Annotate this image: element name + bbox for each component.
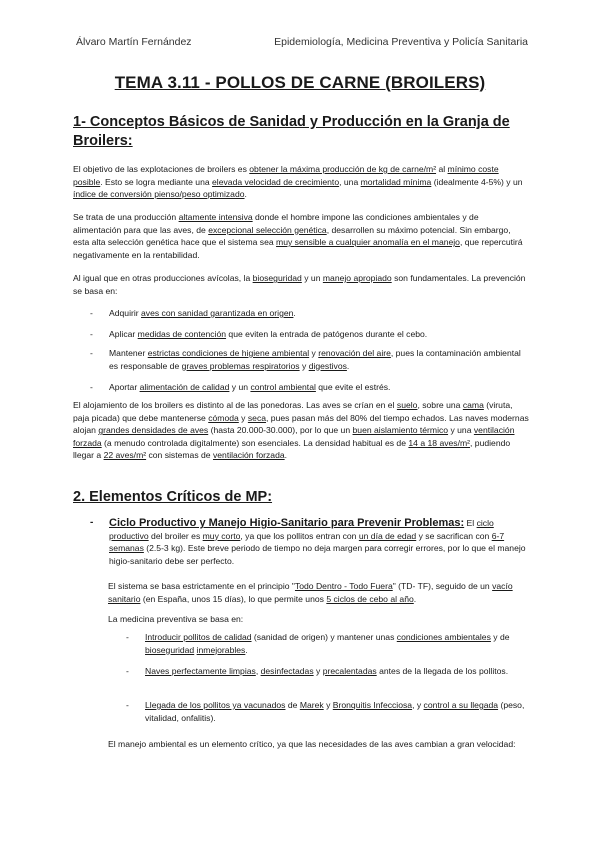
document-page: Álvaro Martín Fernández Epidemiología, Medicina Preventiva y Policía Sanitaria TEMA 3.11 - POLLOS DE CARNE (BROILERS) 1- Conceptos Básicos de Sanidad y Producción en la Granja de Broilers: El objetivo de las explotaciones de broilers es obtener la máxima producción de kg de carne/m² al mínimo coste posible. Esto se logra mediante una elevada velocidad de crecimiento, una mortalidad mínima (idealmente 4-5%) y un índice de conversión pienso/peso optimizado. Se trata de una producción altamente intensiva donde el hombre impone las condiciones ambientales y de alimentación para que las aves, de excepcional selección genética, desarrollen su máximo potencial. Sin embargo, esta alta selección genética hace que el sistema sea muy sensible a cualquier anomalía en el manejo, que repercutirá negativamente en la rentabilidad. Al igual que en otras producciones avícolas, la bioseguridad y un manejo apropiado son fundamentales. La prevención se basa en: - Adquirir aves con sanidad garantizada en origen. - Aplicar medidas de contención que eviten la entrada de patógenos durante el cebo. - Mantener estrictas condiciones de higiene ambiental y renovación del aire, pues la contaminación ambiental es responsable de graves problemas respiratorios y digestivos. - Aportar alimentación de calidad y un control ambiental que evite el estrés. El alojamiento de los broilers es distinto al de las ponedoras. Las aves se crían en el suelo, sobre una cama (viruta, paja picada) que debe mantenerse cómoda y seca, pues pasan más del 80% del tiempo echados. Las naves modernas alojan grandes densidades de aves (hasta 20.000-30.000), por lo que un buen aislamiento térmico y una ventilación forzada (a menudo controlada digitalmente) son esenciales. La densidad habitual es de 14 a 18 aves/m², pudiendo llegar a 22 aves/m² con sistemas de ventilación forzada. 2. Elementos Críticos de MP: - Ciclo Productivo y Manejo Higio-Sanitario para Prevenir Problemas: El ciclo productivo del broiler es muy corto, ya que los pollitos entran con un día de edad y se sacrifican con 6-7 semanas (2.5-3 kg). Este breve periodo de tiempo no deja margen para corregir errores, por lo que el manejo higio-sanitario debe ser perfecto. El sistema se basa estrictamente en el principio "Todo Dentro - Todo Fuera" (TD- TF), seguido de un vacío sanitario (en España, unos 15 días), lo que permite unos 5 ciclos de cebo al año. La medicina preventiva se basa en: - Introducir pollitos de calidad (sanidad de origen) y mantener unas condiciones ambientales y de bioseguridad inmejorables. - Naves perfectamente limpias, desinfectadas y precalentadas antes de la llegada de los pollitos. - Llegada de los pollitos ya vacunados de Marek y Bronquitis Infecciosa, y control a su llegada (peso, vitalidad, onfalitis). El manejo ambiental es un elemento crítico, ya que las necesidades de las aves cambian a gran velocidad: [0,0,600,848]
header-author: Álvaro Martín Fernández [76,36,192,48]
section-1-paragraph-2: Se trata de una producción altamente intensiva donde el hombre impone las condiciones ambientales y de alimentación para que las aves, de excepcional selección genética, desarrollen su máximo potencial. Sin embargo, esta alta selección genética hace que el sistema sea muy sensible a cualquier anomalía en el manejo, que repercutirá negativamente en la rentabilidad. [73,212,523,260]
section-2-heading: 2. Elementos Críticos de MP: [73,489,273,505]
section-1-paragraph-4: El alojamiento de los broilers es distinto al de las ponedoras. Las aves se crían en el suelo, sobre una cama (viruta, paja picada) que debe mantenerse cómoda y seca, pues pasan más del 80% del tiempo echados. Las naves modernas alojan grandes densidades de aves (hasta 20.000-30.000), por lo que un buen aislamiento térmico y una ventilación forzada (a menudo controlada digitalmente) son esenciales. La densidad habitual es de 14 a 18 aves/m², pudiendo llegar a 22 aves/m² con sistemas de ventilación forzada. [73,400,529,461]
bullet-dash: - [126,666,129,676]
bullet-dash: - [90,329,93,339]
section-1-paragraph-1: El objetivo de las explotaciones de broilers es obtener la máxima producción de kg de carne/m² al mínimo coste posible. Esto se logra mediante una elevada velocidad de crecimiento, una mortalidad mínima (idealmente 4-5%) y un índice de conversión pienso/peso optimizado. [73,164,523,200]
header-course: Epidemiología, Medicina Preventiva y Policía Sanitaria [274,36,528,48]
section-1-paragraph-3: Al igual que en otras producciones avícolas, la bioseguridad y un manejo apropiado son fundamentales. La prevención se basa en: [73,273,526,296]
item-lead: Ciclo Productivo y Manejo Higio-Sanitario para Prevenir Problemas: [109,517,465,529]
bullet-dash: - [90,348,93,358]
bullet-dash: - [126,700,129,710]
bullet-dash: - [126,632,129,642]
section-2-paragraph-1: El sistema se basa estrictamente en el principio "Todo Dentro - Todo Fuera" (TD- TF), seguido de un vacío sanitario (en España, unos 15 días), lo que permite unos 5 ciclos de cebo al año. [108,581,513,604]
bullet-dash: - [90,382,93,392]
section-2-paragraph-3: El manejo ambiental es un elemento crítico, ya que las necesidades de las aves cambian a gran velocidad: [108,739,516,749]
page-title: TEMA 3.11 - POLLOS DE CARNE (BROILERS) [114,73,486,92]
section-2-paragraph-2: La medicina preventiva se basa en: [108,614,244,624]
bullet-dash: - [90,517,94,528]
bullet-dash: - [90,308,93,318]
section-1-heading: 1- Conceptos Básicos de Sanidad y Producción en la Granja de Broilers: [73,114,510,149]
